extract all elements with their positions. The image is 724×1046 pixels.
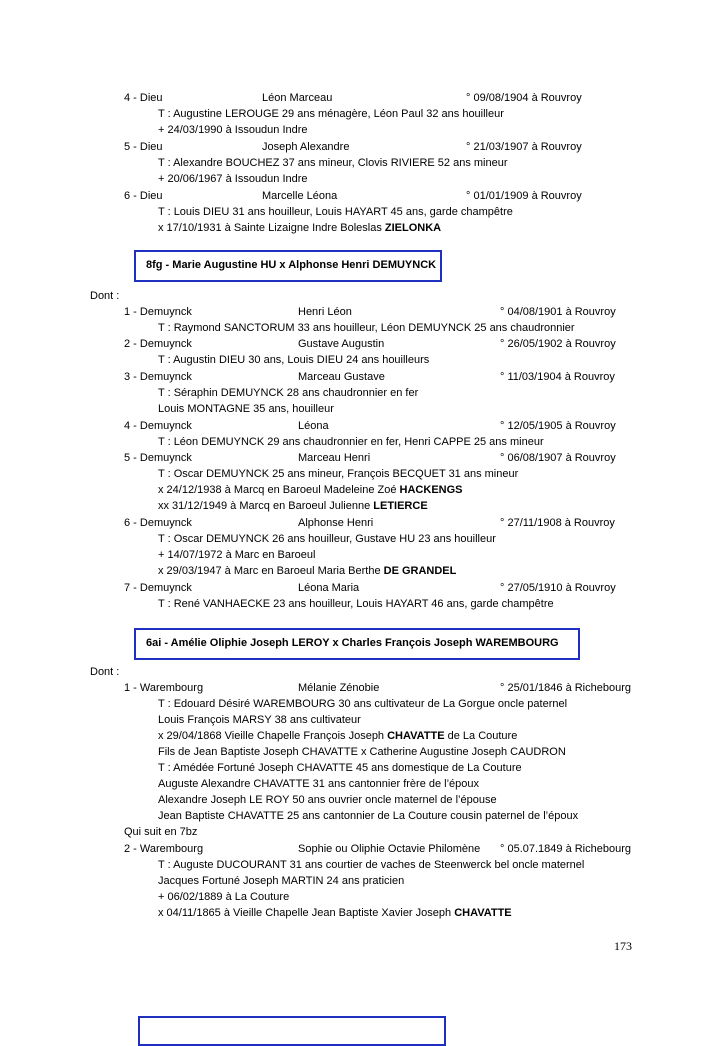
- entry-birth: ° 09/08/1904 à Rouvroy: [466, 92, 582, 104]
- entry-detail: T : Léon DEMUYNCK 29 ans chaudronnier en fer, Henri CAPPE 25 ans mineur: [158, 436, 544, 448]
- entry-birth: ° 26/05/1902 à Rouvroy: [500, 338, 616, 350]
- entry-detail: Jean Baptiste CHAVATTE 25 ans cantonnier de La Couture cousin paternel de l’époux: [158, 810, 579, 822]
- entry-birth: ° 27/11/1908 à Rouvroy: [500, 517, 615, 529]
- entry-number: 6 - Dieu: [124, 190, 163, 202]
- entry-detail: T : Alexandre BOUCHEZ 37 ans mineur, Clovis RIVIERE 52 ans mineur: [158, 157, 508, 169]
- entry-name: Sophie ou Oliphie Octavie Philomène: [298, 843, 481, 855]
- entry-name: Léona: [298, 420, 329, 432]
- entry-detail: T : Louis DIEU 31 ans houilleur, Louis HAYART 45 ans, garde champêtre: [158, 206, 513, 218]
- entry-detail: T : René VANHAECKE 23 ans houilleur, Louis HAYART 46 ans, garde champêtre: [158, 598, 554, 610]
- entry-birth: ° 27/05/1910 à Rouvroy: [500, 582, 616, 594]
- entry-detail: Fils de Jean Baptiste Joseph CHAVATTE x Catherine Augustine Joseph CAUDRON: [158, 746, 566, 758]
- entry-number: 5 - Dieu: [124, 141, 163, 153]
- suit-note: Qui suit en 7bz: [124, 826, 198, 838]
- entry-detail: Louis François MARSY 38 ans cultivateur: [158, 714, 361, 726]
- entry-number: 7 - Demuynck: [124, 582, 192, 594]
- entry-detail: T : Edouard Désiré WAREMBOURG 30 ans cultivateur de La Gorgue oncle paternel: [158, 698, 568, 710]
- entry-name: Gustave Augustin: [298, 338, 385, 350]
- entry-name: Léona Maria: [298, 582, 360, 594]
- entry-detail: T : Augustine LEROUGE 29 ans ménagère, Léon Paul 32 ans houilleur: [158, 108, 504, 120]
- entry-name: Marceau Gustave: [298, 371, 385, 383]
- entry-birth: ° 25/01/1846 à Richebourg: [500, 682, 631, 694]
- entry-number: 1 - Demuynck: [124, 306, 192, 318]
- dont-label: Dont :: [90, 666, 120, 678]
- entry-number: 5 - Demuynck: [124, 452, 192, 464]
- entry-name: Henri Léon: [298, 306, 352, 318]
- entry-detail: x 29/03/1947 à Marc en Baroeul Maria Berthe DE GRANDEL: [158, 565, 457, 577]
- entry-detail: x 04/11/1865 à Vieille Chapelle Jean Baptiste Xavier Joseph CHAVATTE: [158, 907, 512, 919]
- entry-detail: T : Oscar DEMUYNCK 26 ans houilleur, Gustave HU 23 ans houilleur: [158, 533, 496, 545]
- entry-birth: ° 12/05/1905 à Rouvroy: [500, 420, 616, 432]
- entry-number: 6 - Demuynck: [124, 517, 192, 529]
- entry-detail: x 17/10/1931 à Sainte Lizaigne Indre Boleslas ZIELONKA: [158, 222, 442, 234]
- section-header: 8fg - Marie Augustine HU x Alphonse Henri DEMUYNCK: [134, 250, 442, 282]
- entry-birth: ° 01/01/1909 à Rouvroy: [466, 190, 582, 202]
- next-section-box: [138, 1016, 446, 1046]
- entry-name: Joseph Alexandre: [262, 141, 350, 153]
- entry-detail: T : Oscar DEMUYNCK 25 ans mineur, François BECQUET 31 ans mineur: [158, 468, 519, 480]
- entry-birth: ° 05.07.1849 à Richebourg: [500, 843, 631, 855]
- entry-name: Marcelle Léona: [262, 190, 338, 202]
- entry-detail: x 24/12/1938 à Marcq en Baroeul Madeleine Zoé HACKENGS: [158, 484, 463, 496]
- entry-detail: T : Séraphin DEMUYNCK 28 ans chaudronnier en fer: [158, 387, 419, 399]
- entry-birth: ° 11/03/1904 à Rouvroy: [500, 371, 615, 383]
- entry-name: Alphonse Henri: [298, 517, 374, 529]
- entry-detail: T : Amédée Fortuné Joseph CHAVATTE 45 ans domestique de La Couture: [158, 762, 522, 774]
- entry-detail: T : Raymond SANCTORUM 33 ans houilleur, Léon DEMUYNCK 25 ans chaudronnier: [158, 322, 575, 334]
- entry-detail: T : Auguste DUCOURANT 31 ans courtier de vaches de Steenwerck bel oncle maternel: [158, 859, 585, 871]
- entry-detail: Auguste Alexandre CHAVATTE 31 ans cantonnier frère de l’époux: [158, 778, 480, 790]
- entry-number: 2 - Demuynck: [124, 338, 192, 350]
- entry-detail: Louis MONTAGNE 35 ans, houilleur: [158, 403, 334, 415]
- dont-label: Dont :: [90, 290, 120, 302]
- entry-detail: xx 31/12/1949 à Marcq en Baroeul Julienne LETIERCE: [158, 500, 428, 512]
- entry-detail: + 20/06/1967 à Issoudun Indre: [158, 173, 308, 185]
- entry-number: 3 - Demuynck: [124, 371, 192, 383]
- entry-number: 4 - Demuynck: [124, 420, 192, 432]
- entry-number: 4 - Dieu: [124, 92, 163, 104]
- entry-number: 1 - Warembourg: [124, 682, 204, 694]
- page-number: 173: [614, 939, 632, 953]
- entry-detail: T : Augustin DIEU 30 ans, Louis DIEU 24 ans houilleurs: [158, 354, 430, 366]
- entry-birth: ° 04/08/1901 à Rouvroy: [500, 306, 616, 318]
- entry-detail: Alexandre Joseph LE ROY 50 ans ouvrier oncle maternel de l’épouse: [158, 794, 497, 806]
- section-header: 6ai - Amélie Oliphie Joseph LEROY x Charles François Joseph WAREMBOURG: [134, 628, 580, 660]
- entry-name: Marceau Henri: [298, 452, 371, 464]
- entry-detail: x 29/04/1868 Vieille Chapelle François Joseph CHAVATTE de La Couture: [158, 730, 518, 742]
- entry-detail: Jacques Fortuné Joseph MARTIN 24 ans praticien: [158, 875, 405, 887]
- entry-birth: ° 06/08/1907 à Rouvroy: [500, 452, 616, 464]
- entry-name: Léon Marceau: [262, 92, 333, 104]
- entry-number: 2 - Warembourg: [124, 843, 204, 855]
- entry-birth: ° 21/03/1907 à Rouvroy: [466, 141, 582, 153]
- entry-detail: + 24/03/1990 à Issoudun Indre: [158, 124, 308, 136]
- entry-name: Mélanie Zénobie: [298, 682, 380, 694]
- entry-detail: + 06/02/1889 à La Couture: [158, 891, 290, 903]
- entry-detail: + 14/07/1972 à Marc en Baroeul: [158, 549, 316, 561]
